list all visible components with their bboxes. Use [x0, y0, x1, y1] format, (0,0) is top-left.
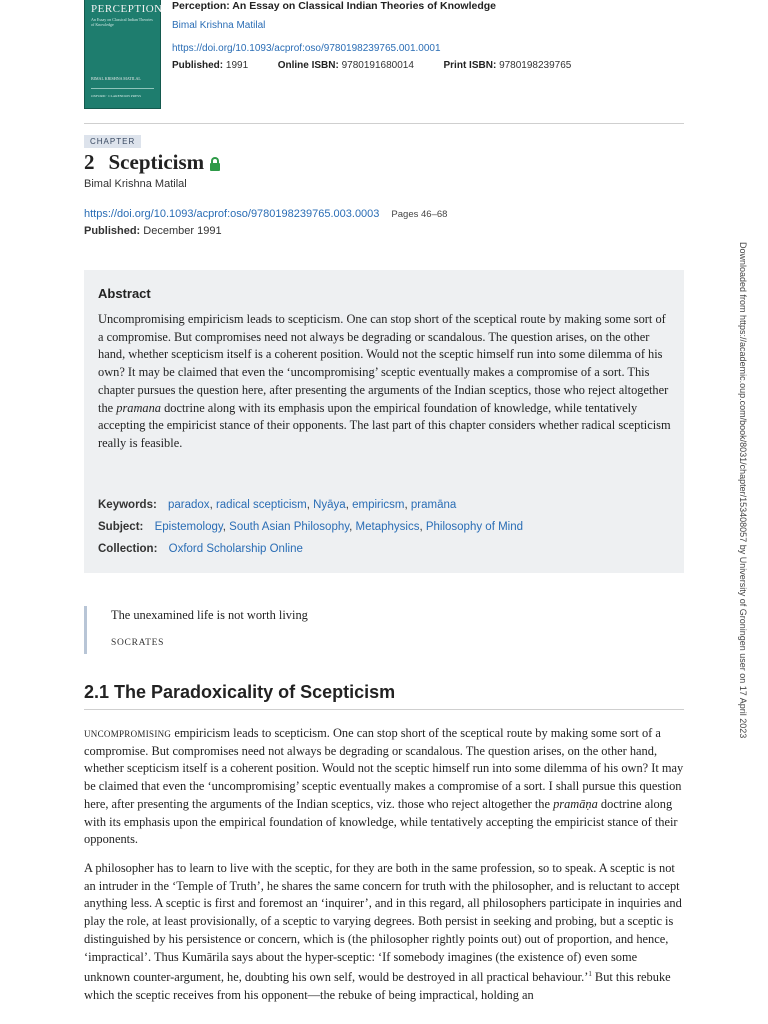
collection-row	[98, 543, 303, 555]
abstract-box	[84, 270, 684, 573]
italic-term: pramāṇa	[553, 796, 598, 811]
cover-title: PERCEPTION	[91, 3, 163, 15]
collection-label: Collection:	[98, 543, 158, 555]
online-isbn-label: Online ISBN:	[277, 60, 339, 71]
book-meta	[172, 60, 571, 71]
chapter-published-value: December 1991	[143, 225, 222, 237]
section-divider	[84, 709, 684, 710]
chapter-title-text: Scepticism	[108, 150, 205, 174]
chapter-badge: CHAPTER	[84, 135, 141, 148]
keyword-link[interactable]: Nyāya	[313, 499, 346, 511]
cover-footer: OXFORD · CLARENDON PRESS	[91, 94, 142, 98]
keyword-link[interactable]: pramāna	[410, 499, 457, 511]
footnote-ref[interactable]: 1	[588, 970, 592, 979]
book-title: Perception: An Essay on Classical Indian Theories of Knowledge	[172, 0, 497, 12]
book-published-value: 1991	[225, 60, 249, 71]
epigraph	[84, 606, 684, 654]
keyword-link[interactable]: empiricsm	[352, 499, 405, 511]
subject-link[interactable]: Philosophy of Mind	[425, 521, 524, 533]
chapter-doi-link[interactable]: https://doi.org/10.1093/acprof:oso/9780198239765.003.0003	[84, 208, 380, 220]
section-heading: 2.1 The Paradoxicality of Scepticism	[84, 682, 396, 702]
cover-author: BIMAL KRISHNA MATILAL	[91, 76, 141, 81]
keyword-link[interactable]: paradox	[168, 499, 210, 511]
subject-link[interactable]: Epistemology	[154, 521, 223, 533]
chapter-author[interactable]: Bimal Krishna Matilal	[84, 178, 187, 190]
book-author-link[interactable]: Bimal Krishna Matilal	[172, 20, 266, 31]
body-paragraph: uncompromising empiricism leads to scepticism. One can stop short of the sceptical route by making some sort of a compromise. But compromises need not always be degrading or scandalous. The question arises, on the other hand, whether scepticism itself is a coherent position. Would not the sceptic himself run into some dilemma of his own? It may be claimed that even the ‘uncompromising’ sceptic eventually makes a compromise of a sort. I shall pursue this question here, after presenting the arguments of the Indian sceptics, viz. those who reject altogether the pramāṇa doctrine along with its emphasis upon the empirical foundation of knowledge, while tentatively accepting the empiricist stance of their opponents.	[84, 726, 684, 847]
online-isbn-value: 9780191680014	[341, 60, 414, 71]
keywords-label: Keywords:	[98, 499, 157, 511]
epigraph-source: SOCRATES	[111, 638, 165, 648]
lead-smallcaps: uncompromising	[84, 726, 172, 740]
open-access-lock-icon	[210, 157, 220, 171]
cover-divider	[91, 88, 154, 89]
book-doi-link[interactable]: https://doi.org/10.1093/acprof:oso/9780198239765.001.0001	[172, 43, 441, 54]
chapter-published	[84, 225, 222, 237]
cover-subtitle: An Essay on Classical Indian Theories of Knowledge	[91, 17, 153, 27]
abstract-heading: Abstract	[98, 286, 151, 301]
print-isbn-label: Print ISBN:	[443, 60, 497, 71]
abstract-text: Uncompromising empiricism leads to scepticism. One can stop short of the sceptical route by making some sort of a compromise. But compromises need not always be degrading or scandalous. The question arises, on the other hand, whether scepticism itself is a coherent position. Would not the sceptic himself run into some dilemma of his own? It may be claimed that even the ‘uncompromising’ sceptic eventually makes a compromise of a sort. This chapter pursues the question here, after presenting the arguments of the Indian sceptics, those who reject altogether the pramana doctrine along with its emphasis upon the empirical foundation of knowledge, while tentatively accepting the empiricist stance of their opponents. The last part of this chapter considers whether radical scepticism really is feasible.	[98, 312, 671, 450]
subject-link[interactable]: Metaphysics	[355, 521, 420, 533]
chapter-number: 2	[84, 150, 95, 174]
book-published-label: Published:	[172, 60, 224, 71]
print-isbn-value: 9780198239765	[499, 60, 572, 71]
subject-link[interactable]: South Asian Philosophy	[229, 521, 350, 533]
keyword-link[interactable]: radical scepticism	[215, 499, 307, 511]
book-info	[172, 0, 571, 71]
chapter-doi-row	[84, 208, 447, 220]
header-divider	[84, 123, 684, 124]
download-notice	[736, 242, 750, 782]
keywords-row: Keywords: paradox, radical scepticism, Nyāya, empiricsm, pramāna	[98, 499, 457, 511]
chapter-pages: Pages 46–68	[391, 209, 448, 220]
epigraph-quote: The unexamined life is not worth living	[111, 608, 308, 622]
chapter-published-label: Published:	[84, 225, 141, 237]
abstract-italic-term: pramana	[116, 400, 161, 415]
body-paragraph: A philosopher has to learn to live with the sceptic, for they are both in the same profession, so to speak. A sceptic is not an intruder in the ‘Temple of Truth’, he shares the same concern for truth with the philosopher, and is reluctant to accept anything less. A sceptic is first and foremost an ‘inquirer’, and in this regard, all philosophers participate in inquiries and play the role, at least provisionally, of a sceptic to varying degrees. Both persist in seeking and probing, but a sceptic is distinguished by his persistence or concern, which is (the philosopher rightly points out) out of proportion, and hence, ‘impractical’. Thus Kumārila says about the hyper-sceptic: ‘If somebody imagines (the existence of) even some unknown counter-argument, he, doubting his own self, would be destroyed in all practical behaviour.’$^1$ But this rebuke which the sceptic receives from his opponent—the rebuke of being impractical, holding an	[84, 861, 682, 1003]
subject-row: Subject: Epistemology, South Asian Philosophy, Metaphysics, Philosophy of Mind	[98, 521, 524, 533]
subject-label: Subject:	[98, 521, 144, 533]
book-header	[84, 0, 684, 110]
chapter-title	[84, 150, 220, 175]
download-notice-text: Downloaded from https://academic.oup.com/book/8031/chapter/153408057 by University of Groningen user on 17 April 2023	[738, 242, 748, 739]
collection-link[interactable]: Oxford Scholarship Online	[168, 543, 303, 555]
book-cover-image[interactable]	[84, 0, 161, 109]
